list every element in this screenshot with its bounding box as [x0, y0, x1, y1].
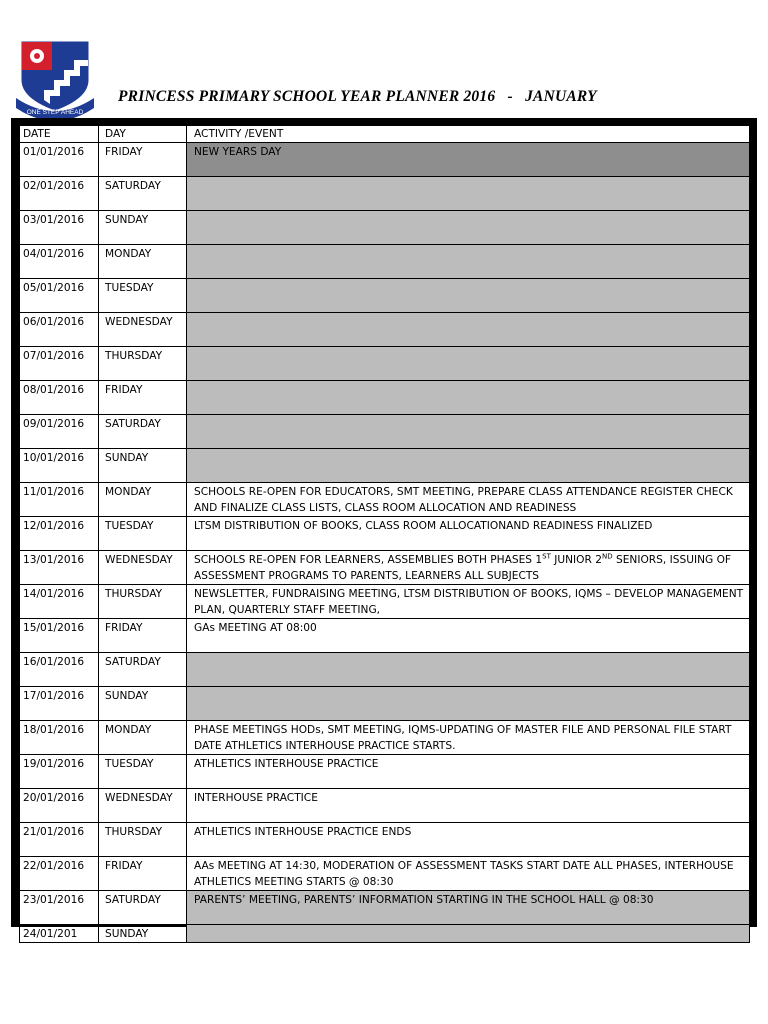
activity-cell: NEW YEARS DAY — [187, 143, 750, 177]
activity-cell: AAs MEETING AT 14:30, MODERATION OF ASSESSMENT TASKS START DATE ALL PHASES, INTERHOUSE ATHLETICS MEETING STARTS @ 08:30 — [187, 857, 750, 891]
table-row — [20, 211, 750, 245]
activity-cell — [187, 381, 750, 415]
table-row — [20, 347, 750, 381]
table-row — [20, 857, 750, 891]
date-cell: 15/01/2016 — [20, 619, 99, 653]
date-cell: 06/01/2016 — [20, 313, 99, 347]
table-row — [20, 721, 750, 755]
page-title: PRINCESS PRIMARY SCHOOL YEAR PLANNER 2016 - JANUARY — [118, 88, 597, 105]
table-row — [20, 789, 750, 823]
activity-cell — [187, 245, 750, 279]
table-row — [20, 755, 750, 789]
day-cell: TUESDAY — [99, 279, 187, 313]
day-cell: TUESDAY — [99, 755, 187, 789]
column-header-activity: ACTIVITY /EVENT — [187, 126, 750, 143]
activity-cell — [187, 415, 750, 449]
activity-cell — [187, 177, 750, 211]
date-cell: 12/01/2016 — [20, 517, 99, 551]
date-cell: 08/01/2016 — [20, 381, 99, 415]
table-row — [20, 653, 750, 687]
activity-cell: SCHOOLS RE-OPEN FOR LEARNERS, ASSEMBLIES BOTH PHASES 1ST JUNIOR 2ND SENIORS, ISSUING OF ASSESSMENT PROGRAMS TO PARENTS, LEARNERS ALL SUBJECTS — [187, 551, 750, 585]
day-cell: SATURDAY — [99, 891, 187, 925]
activity-cell: NEWSLETTER, FUNDRAISING MEETING, LTSM DISTRIBUTION OF BOOKS, IQMS – DEVELOP MANAGEMENT PLAN, QUARTERLY STAFF MEETING, — [187, 585, 750, 619]
logo-motto: ONE STEP AHEAD — [26, 109, 84, 116]
activity-cell — [187, 449, 750, 483]
activity-cell: INTERHOUSE PRACTICE — [187, 789, 750, 823]
day-cell: MONDAY — [99, 483, 187, 517]
day-cell: SUNDAY — [99, 211, 187, 245]
table-row — [20, 449, 750, 483]
day-cell: FRIDAY — [99, 619, 187, 653]
day-cell: SUNDAY — [99, 925, 187, 943]
date-cell: 03/01/2016 — [20, 211, 99, 245]
day-cell: WEDNESDAY — [99, 551, 187, 585]
table-row — [20, 619, 750, 653]
activity-cell: ATHLETICS INTERHOUSE PRACTICE — [187, 755, 750, 789]
activity-cell — [187, 279, 750, 313]
table-row — [20, 517, 750, 551]
day-cell: SATURDAY — [99, 177, 187, 211]
activity-cell — [187, 211, 750, 245]
day-cell: THURSDAY — [99, 823, 187, 857]
table-row — [20, 483, 750, 517]
activity-cell — [187, 653, 750, 687]
date-cell: 04/01/2016 — [20, 245, 99, 279]
activity-cell — [187, 347, 750, 381]
table-row — [20, 585, 750, 619]
table-row — [20, 245, 750, 279]
table-row — [20, 177, 750, 211]
column-header-date: DATE — [20, 126, 99, 143]
date-cell: 01/01/2016 — [20, 143, 99, 177]
date-cell: 05/01/2016 — [20, 279, 99, 313]
date-cell: 20/01/2016 — [20, 789, 99, 823]
date-cell: 17/01/2016 — [20, 687, 99, 721]
date-cell: 02/01/2016 — [20, 177, 99, 211]
table-row — [20, 381, 750, 415]
date-cell: 13/01/2016 — [20, 551, 99, 585]
day-cell: SUNDAY — [99, 687, 187, 721]
activity-cell — [187, 313, 750, 347]
school-crest-logo — [14, 40, 96, 120]
date-cell: 07/01/2016 — [20, 347, 99, 381]
table-row — [20, 143, 750, 177]
date-cell: 10/01/2016 — [20, 449, 99, 483]
table-row — [20, 313, 750, 347]
day-cell: THURSDAY — [99, 585, 187, 619]
day-cell: WEDNESDAY — [99, 313, 187, 347]
date-cell: 24/01/201 — [20, 925, 99, 943]
table-row — [20, 415, 750, 449]
year-planner-table — [19, 125, 750, 943]
activity-cell: SCHOOLS RE-OPEN FOR EDUCATORS, SMT MEETING, PREPARE CLASS ATTENDANCE REGISTER CHECK AND FINALIZE CLASS LISTS, CLASS ROOM ALLOCATION AND READINESS — [187, 483, 750, 517]
day-cell: SUNDAY — [99, 449, 187, 483]
date-cell: 09/01/2016 — [20, 415, 99, 449]
day-cell: MONDAY — [99, 721, 187, 755]
day-cell: SATURDAY — [99, 415, 187, 449]
day-cell: SATURDAY — [99, 653, 187, 687]
activity-cell: ATHLETICS INTERHOUSE PRACTICE ENDS — [187, 823, 750, 857]
date-cell: 23/01/2016 — [20, 891, 99, 925]
date-cell: 18/01/2016 — [20, 721, 99, 755]
table-header-row — [20, 126, 750, 143]
date-cell: 16/01/2016 — [20, 653, 99, 687]
activity-cell: PARENTS’ MEETING, PARENTS’ INFORMATION STARTING IN THE SCHOOL HALL @ 08:30 — [187, 891, 750, 925]
table-row — [20, 279, 750, 313]
day-cell: FRIDAY — [99, 857, 187, 891]
day-cell: THURSDAY — [99, 347, 187, 381]
day-cell: FRIDAY — [99, 381, 187, 415]
table-row — [20, 551, 750, 585]
table-row — [20, 823, 750, 857]
date-cell: 21/01/2016 — [20, 823, 99, 857]
column-header-day: DAY — [99, 126, 187, 143]
table-row — [20, 687, 750, 721]
date-cell: 22/01/2016 — [20, 857, 99, 891]
activity-cell: GAs MEETING AT 08:00 — [187, 619, 750, 653]
activity-cell: LTSM DISTRIBUTION OF BOOKS, CLASS ROOM ALLOCATIONAND READINESS FINALIZED — [187, 517, 750, 551]
date-cell: 19/01/2016 — [20, 755, 99, 789]
table-row — [20, 891, 750, 925]
day-cell: WEDNESDAY — [99, 789, 187, 823]
activity-cell — [187, 925, 750, 943]
date-cell: 14/01/2016 — [20, 585, 99, 619]
day-cell: MONDAY — [99, 245, 187, 279]
table-row — [20, 925, 750, 943]
day-cell: FRIDAY — [99, 143, 187, 177]
date-cell: 11/01/2016 — [20, 483, 99, 517]
activity-cell: PHASE MEETINGS HODs, SMT MEETING, IQMS-UPDATING OF MASTER FILE AND PERSONAL FILE START DATE ATHLETICS INTERHOUSE PRACTICE STARTS. — [187, 721, 750, 755]
activity-cell — [187, 687, 750, 721]
day-cell: TUESDAY — [99, 517, 187, 551]
